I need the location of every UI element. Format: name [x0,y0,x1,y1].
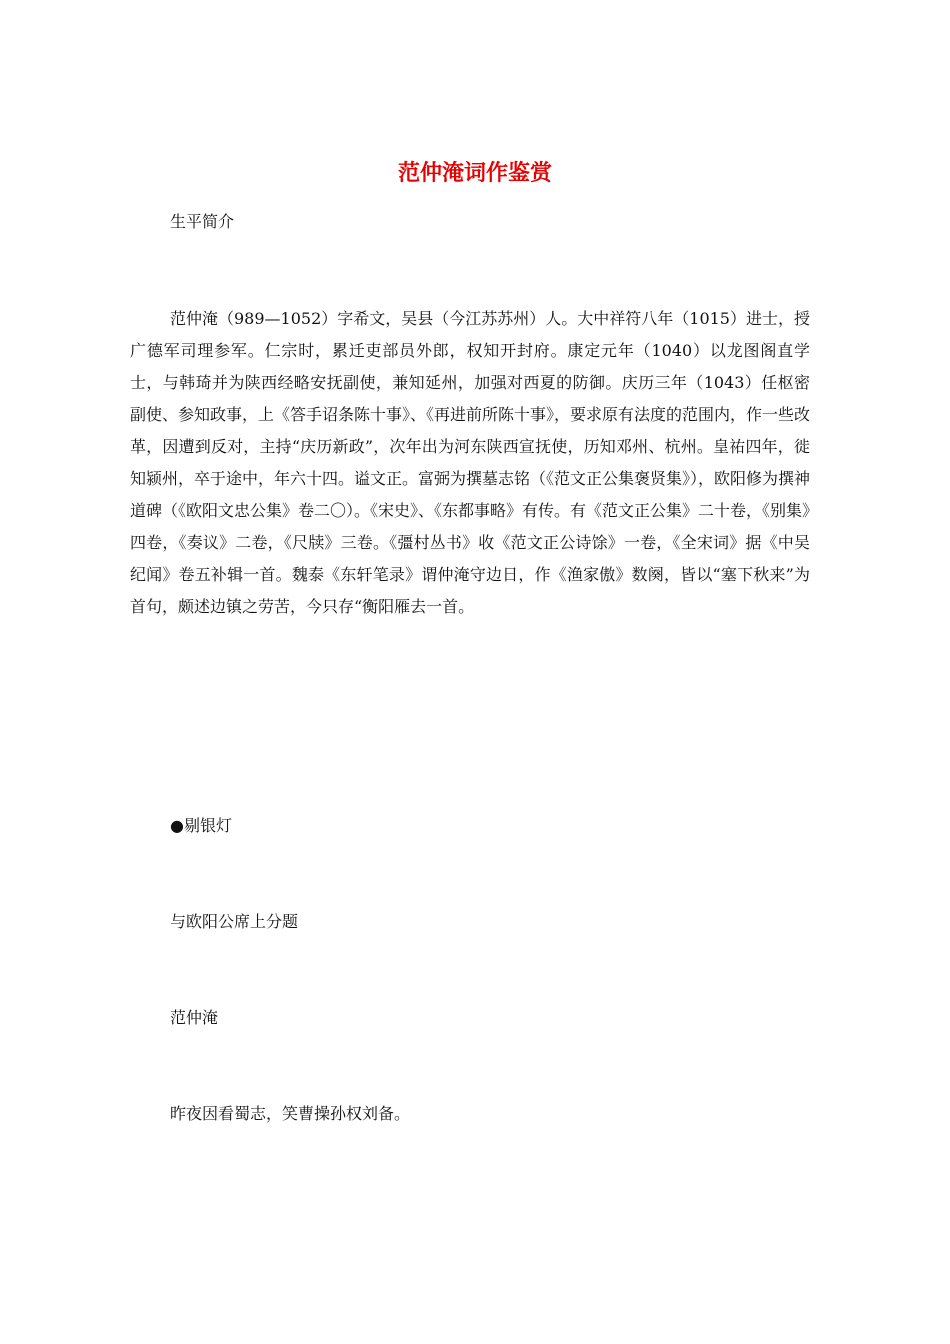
biography-paragraph: 范仲淹（989—1052）字希文，吴县（今江苏苏州）人。大中祥符八年（1015）进士，授广德军司理参军。仁宗时，累迁吏部员外郎，权知开封府。康定元年（1040）以龙图阁直学士，与韩琦并为陕西经略安抚副使，兼知延州，加强对西夏的防御。庆历三年（1043）任枢密副使、参知政事，上《答手诏条陈十事》、《再进前所陈十事》，要求原有法度的范围内，作一些改革，因遭到反对，主持“庆历新政”，次年出为河东陕西宣抚使，历知邓州、杭州。皇祐四年，徙知颍州，卒于途中，年六十四。谥文正。富弼为撰墓志铭（《范文正公集褒贤集》），欧阳修为撰神道碑（《欧阳文忠公集》卷二〇）。《宋史》、《东都事略》有传。有《范文正公集》二十卷，《别集》四卷，《奏议》二卷，《尺牍》三卷。《彊村丛书》收《范文正公诗馀》一卷，《全宋词》据《中吴纪闻》卷五补辑一首。魏泰《东轩笔录》谓仲淹守边日，作《渔家傲》数阕，皆以“塞下秋来”为首句，颇述边镇之劳苦，今只存“衡阳雁去一首。 [130,309,811,616]
poem-tune-line [170,814,810,838]
poem-tune: 剔银灯 [183,816,232,835]
bullet-icon: ● [170,816,184,835]
poem-line: 昨夜因看蜀志，笑曹操孙权刘备。 [170,1104,411,1123]
poem-subtitle: 与欧阳公席上分题 [170,912,299,931]
section-heading: 生平简介 [170,212,235,231]
poem-author: 范仲淹 [170,1008,219,1027]
document-title: 范仲淹词作鉴赏 [397,160,552,186]
